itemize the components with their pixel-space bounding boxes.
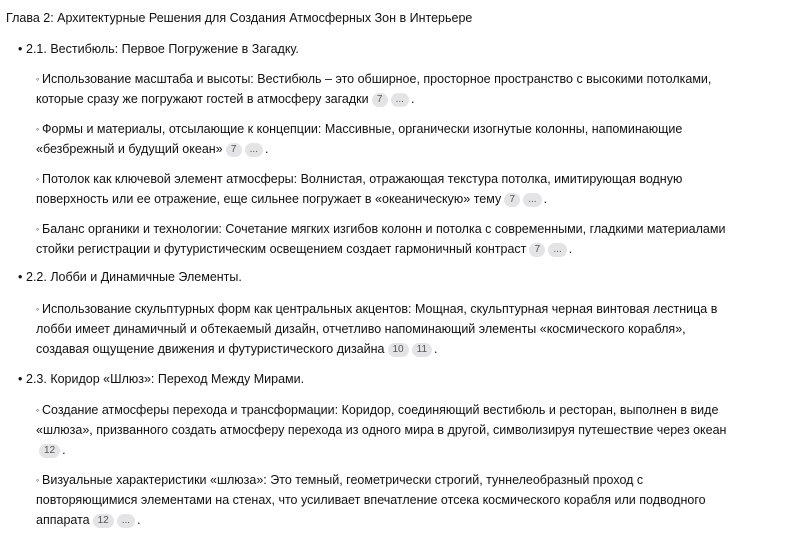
- list-item: [36, 470, 736, 530]
- item-text: Использование скульптурных форм как центральных акцентов: Мощная, скульптурная черная винтовая лестница в лобби имеет динамичный и обтекаемый дизайн, отчетливо напоминающий элементы «космического корабля», создавая ощущение движения и футуристического дизайна: [36, 302, 718, 356]
- item-text: Потолок как ключевой элемент атмосферы: Волнистая, отражающая текстура потолка, имитирующая водную поверхность или ее отражение, еще сильнее погружает в «океаническую» тему: [36, 172, 683, 206]
- citation-badge[interactable]: 12: [93, 514, 114, 528]
- list-item: [36, 119, 736, 159]
- citation-more-badge[interactable]: ...: [117, 514, 135, 528]
- item-end: .: [137, 513, 141, 527]
- citation-more-badge[interactable]: ...: [245, 143, 263, 157]
- citation-badge[interactable]: 7: [529, 243, 545, 257]
- bullet: •: [18, 42, 23, 56]
- citation-badge[interactable]: 7: [504, 193, 520, 207]
- item-text: Визуальные характеристики «шлюза»: Это темный, геометрически строгий, туннелеобразный проход с повторяющимися элементами на стенах, что усиливает впечатление отсека космического корабля или подводного аппарата: [36, 473, 706, 527]
- bullet: •: [18, 270, 23, 284]
- citation-badge[interactable]: 11: [412, 343, 432, 357]
- citation-more-badge[interactable]: ...: [548, 243, 566, 257]
- sub-bullet: ◦: [36, 224, 40, 234]
- citation-badge[interactable]: 7: [226, 143, 242, 157]
- sub-bullet: ◦: [36, 304, 40, 314]
- list-item: [36, 219, 736, 259]
- item-text: Использование масштаба и высоты: Вестибюль – это обширное, просторное пространство с высокими потолками, которые сразу же погружают гостей в атмосферу загадки: [36, 72, 712, 106]
- item-end: .: [434, 342, 438, 356]
- citation-badge[interactable]: 7: [372, 93, 388, 107]
- list-item: [36, 69, 736, 109]
- section-title: 2.3. Коридор «Шлюз»: Переход Между Мирами.: [26, 372, 305, 386]
- citation-more-badge[interactable]: ...: [391, 93, 409, 107]
- section-heading: [18, 42, 299, 56]
- chapter-title: Глава 2: Архитектурные Решения для Создания Атмосферных Зон в Интерьере: [6, 11, 473, 25]
- sub-bullet: ◦: [36, 405, 40, 415]
- item-end: .: [264, 142, 269, 156]
- section-title: 2.2. Лобби и Динамичные Элементы.: [26, 270, 242, 284]
- citation-badge[interactable]: 10: [388, 343, 409, 357]
- citation-badge[interactable]: 12: [39, 444, 60, 458]
- section-heading: [18, 270, 242, 284]
- section-heading: [18, 372, 304, 386]
- item-end: .: [410, 92, 415, 106]
- list-item: [36, 299, 736, 359]
- citation-more-badge[interactable]: ...: [523, 193, 541, 207]
- item-end: .: [543, 192, 548, 206]
- bullet: •: [18, 372, 23, 386]
- sub-bullet: ◦: [36, 74, 40, 84]
- item-text: Баланс органики и технологии: Сочетание мягких изгибов колонн и потолка с современными, гладкими материалами стойки регистрации и футуристическим освещением создает гармоничный контраст: [36, 222, 726, 256]
- sub-bullet: ◦: [36, 174, 40, 184]
- sub-bullet: ◦: [36, 475, 40, 485]
- item-end: .: [568, 242, 573, 256]
- list-item: [36, 169, 736, 209]
- item-end: .: [62, 443, 66, 457]
- section-title: 2.1. Вестибюль: Первое Погружение в Загадку.: [26, 42, 299, 56]
- item-text: Создание атмосферы перехода и трансформации: Коридор, соединяющий вестибюль и ресторан, выполнен в виде «шлюза», призванного создать атмосферу перехода из одного мира в другой, символизируя путешествие через океан: [36, 403, 727, 437]
- list-item: [36, 400, 736, 460]
- sub-bullet: ◦: [36, 124, 40, 134]
- item-text: Формы и материалы, отсылающие к концепции: Массивные, органически изогнутые колонны, напоминающие «безбрежный и будущий океан»: [36, 122, 683, 156]
